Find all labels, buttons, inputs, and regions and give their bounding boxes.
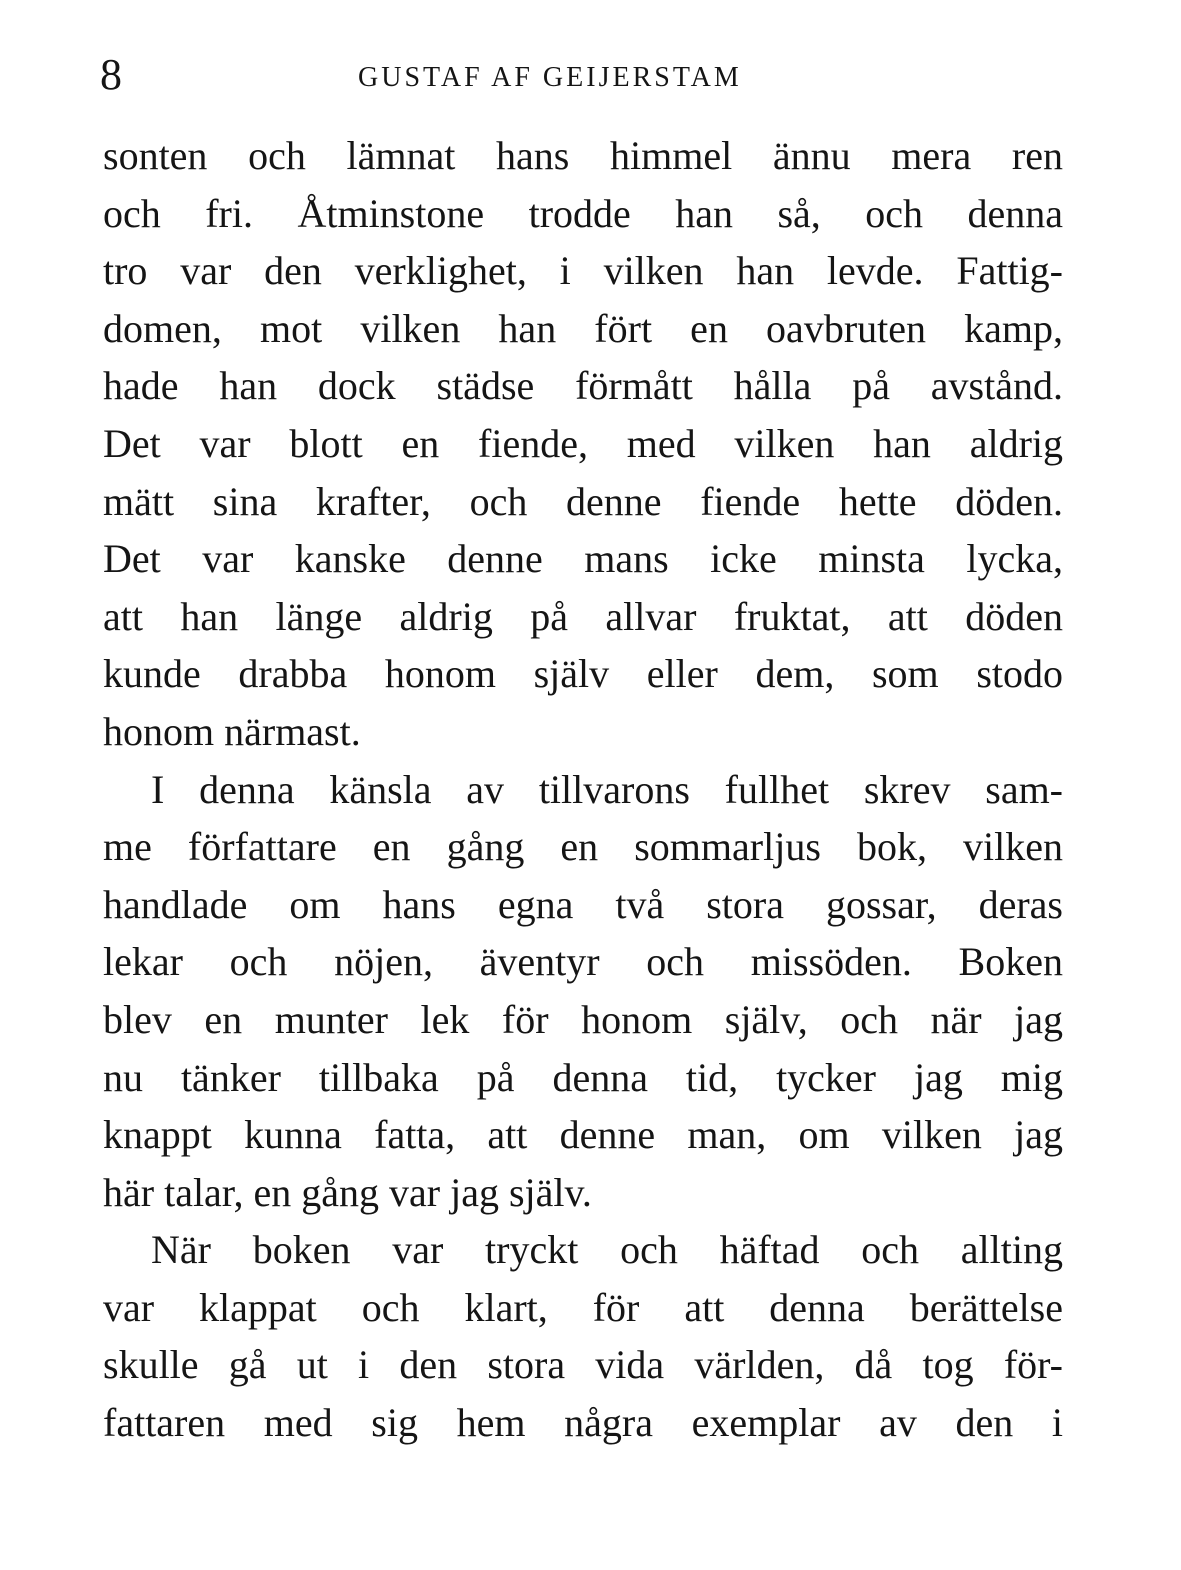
text-line: lekar och nöjen, äventyr och missöden. Boken <box>103 939 1063 985</box>
text-line: domen, mot vilken han fört en oavbruten kamp, <box>103 305 1063 351</box>
running-title: GUSTAF AF GEIJERSTAM <box>358 62 742 93</box>
text-line: och fri. Åtminstone trodde han så, och denna <box>103 190 1063 236</box>
text-line: var klappat och klart, för att denna berättelse <box>103 1284 1063 1330</box>
text-line: här talar, en gång var jag själv. <box>103 1169 592 1215</box>
text-line: nu tänker tillbaka på denna tid, tycker jag mig <box>103 1054 1063 1100</box>
text-line: fattaren med sig hem några exemplar av den i <box>103 1400 1063 1446</box>
text-line: mätt sina krafter, och denne fiende hette döden. <box>103 478 1063 524</box>
text-line: att han länge aldrig på allvar fruktat, att döden <box>103 593 1063 639</box>
text-line: Det var blott en fiende, med vilken han aldrig <box>103 420 1063 466</box>
text-line: blev en munter lek för honom själv, och när jag <box>103 996 1063 1042</box>
text-line: me författare en gång en sommarljus bok, vilken <box>103 824 1063 870</box>
text-line: sonten och lämnat hans himmel ännu mera ren <box>103 133 1063 178</box>
text-line: skulle gå ut i den stora vida världen, då tog för- <box>103 1342 1063 1388</box>
text-line: När boken var tryckt och häftad och allting <box>151 1227 1063 1273</box>
text-line: kunde drabba honom själv eller dem, som stodo <box>103 651 1063 697</box>
body-text <box>103 127 1063 1452</box>
page-number: 8 <box>100 50 122 99</box>
text-line: Det var kanske denne mans icke minsta lycka, <box>103 536 1063 582</box>
page-header <box>100 50 1070 100</box>
text-line: tro var den verklighet, i vilken han levde. Fattig- <box>103 248 1063 294</box>
text-line: I denna känsla av tillvarons fullhet skrev sam- <box>151 766 1063 812</box>
text-line: hade han dock städse förmått hålla på avstånd. <box>103 363 1063 409</box>
text-line: handlade om hans egna två stora gossar, deras <box>103 881 1063 927</box>
text-line: knappt kunna fatta, att denne man, om vilken jag <box>103 1112 1063 1158</box>
text-line: honom närmast. <box>103 708 361 754</box>
